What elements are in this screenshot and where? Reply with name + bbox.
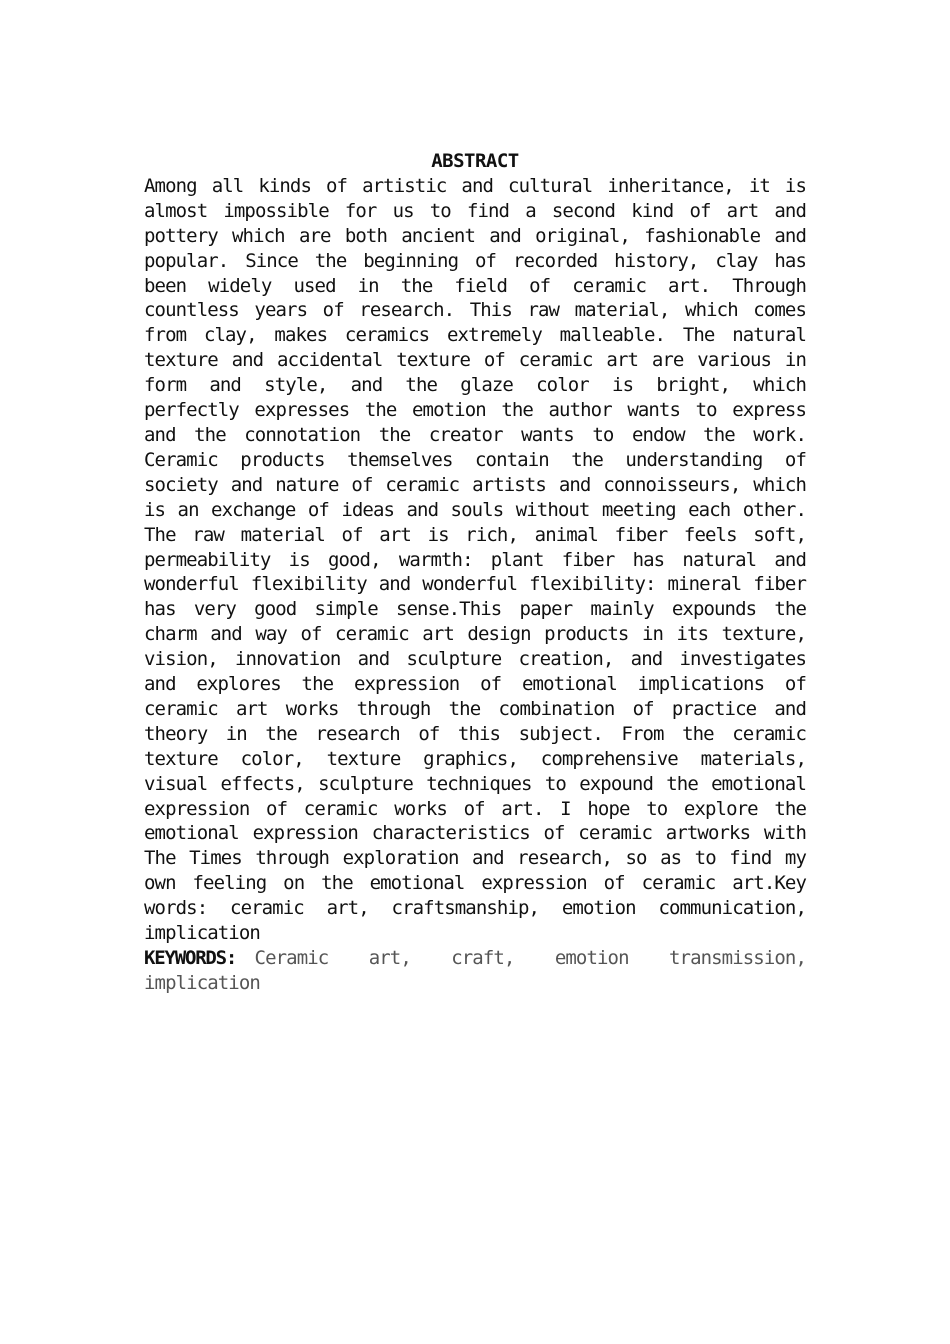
keywords-line <box>144 946 806 996</box>
abstract-section <box>144 149 806 996</box>
keywords-text: Ceramic art, craft, emotion transmission, implication <box>144 947 806 994</box>
abstract-body: Among all kinds of artistic and cultural inheritance, it is almost impossible for us to find a second kind of art and pottery which are both ancient and original, fashionable and popular. Since the beginning of recorded history, clay has been widely used in the field of ceramic art. Through countless years of research. This raw material, which comes from clay, makes ceramics extremely malleable. The natural texture and accidental texture of ceramic art are various in form and style, and the glaze color is bright, which perfectly expresses the emotion the author wants to express and the connotation the creator wants to endow the work. Ceramic products themselves contain the understanding of society and nature of ceramic artists and connoisseurs, which is an exchange of ideas and souls without meeting each other. The raw material of art is rich, animal fiber feels soft, permeability is good, warmth: plant fiber has natural and wonderful flexibility and wonderful flexibility: mineral fiber has very good simple sense.This paper mainly expounds the charm and way of ceramic art design products in its texture, vision, innovation and sculpture creation, and investigates and explores the expression of emotional implications of ceramic art works through the combination of practice and theory in the research of this subject. From the ceramic texture color, texture graphics, comprehensive materials, visual effects, sculpture techniques to expound the emotional expression of ceramic works of art. I hope to explore the emotional expression characteristics of ceramic artworks with The Times through exploration and research, so as to find my own feeling on the emotional expression of ceramic art.Key words: ceramic art, craftsmanship, emotion communication, implication <box>144 174 806 945</box>
abstract-title: ABSTRACT <box>431 150 519 172</box>
keywords-label: KEYWORDS: <box>144 947 237 969</box>
